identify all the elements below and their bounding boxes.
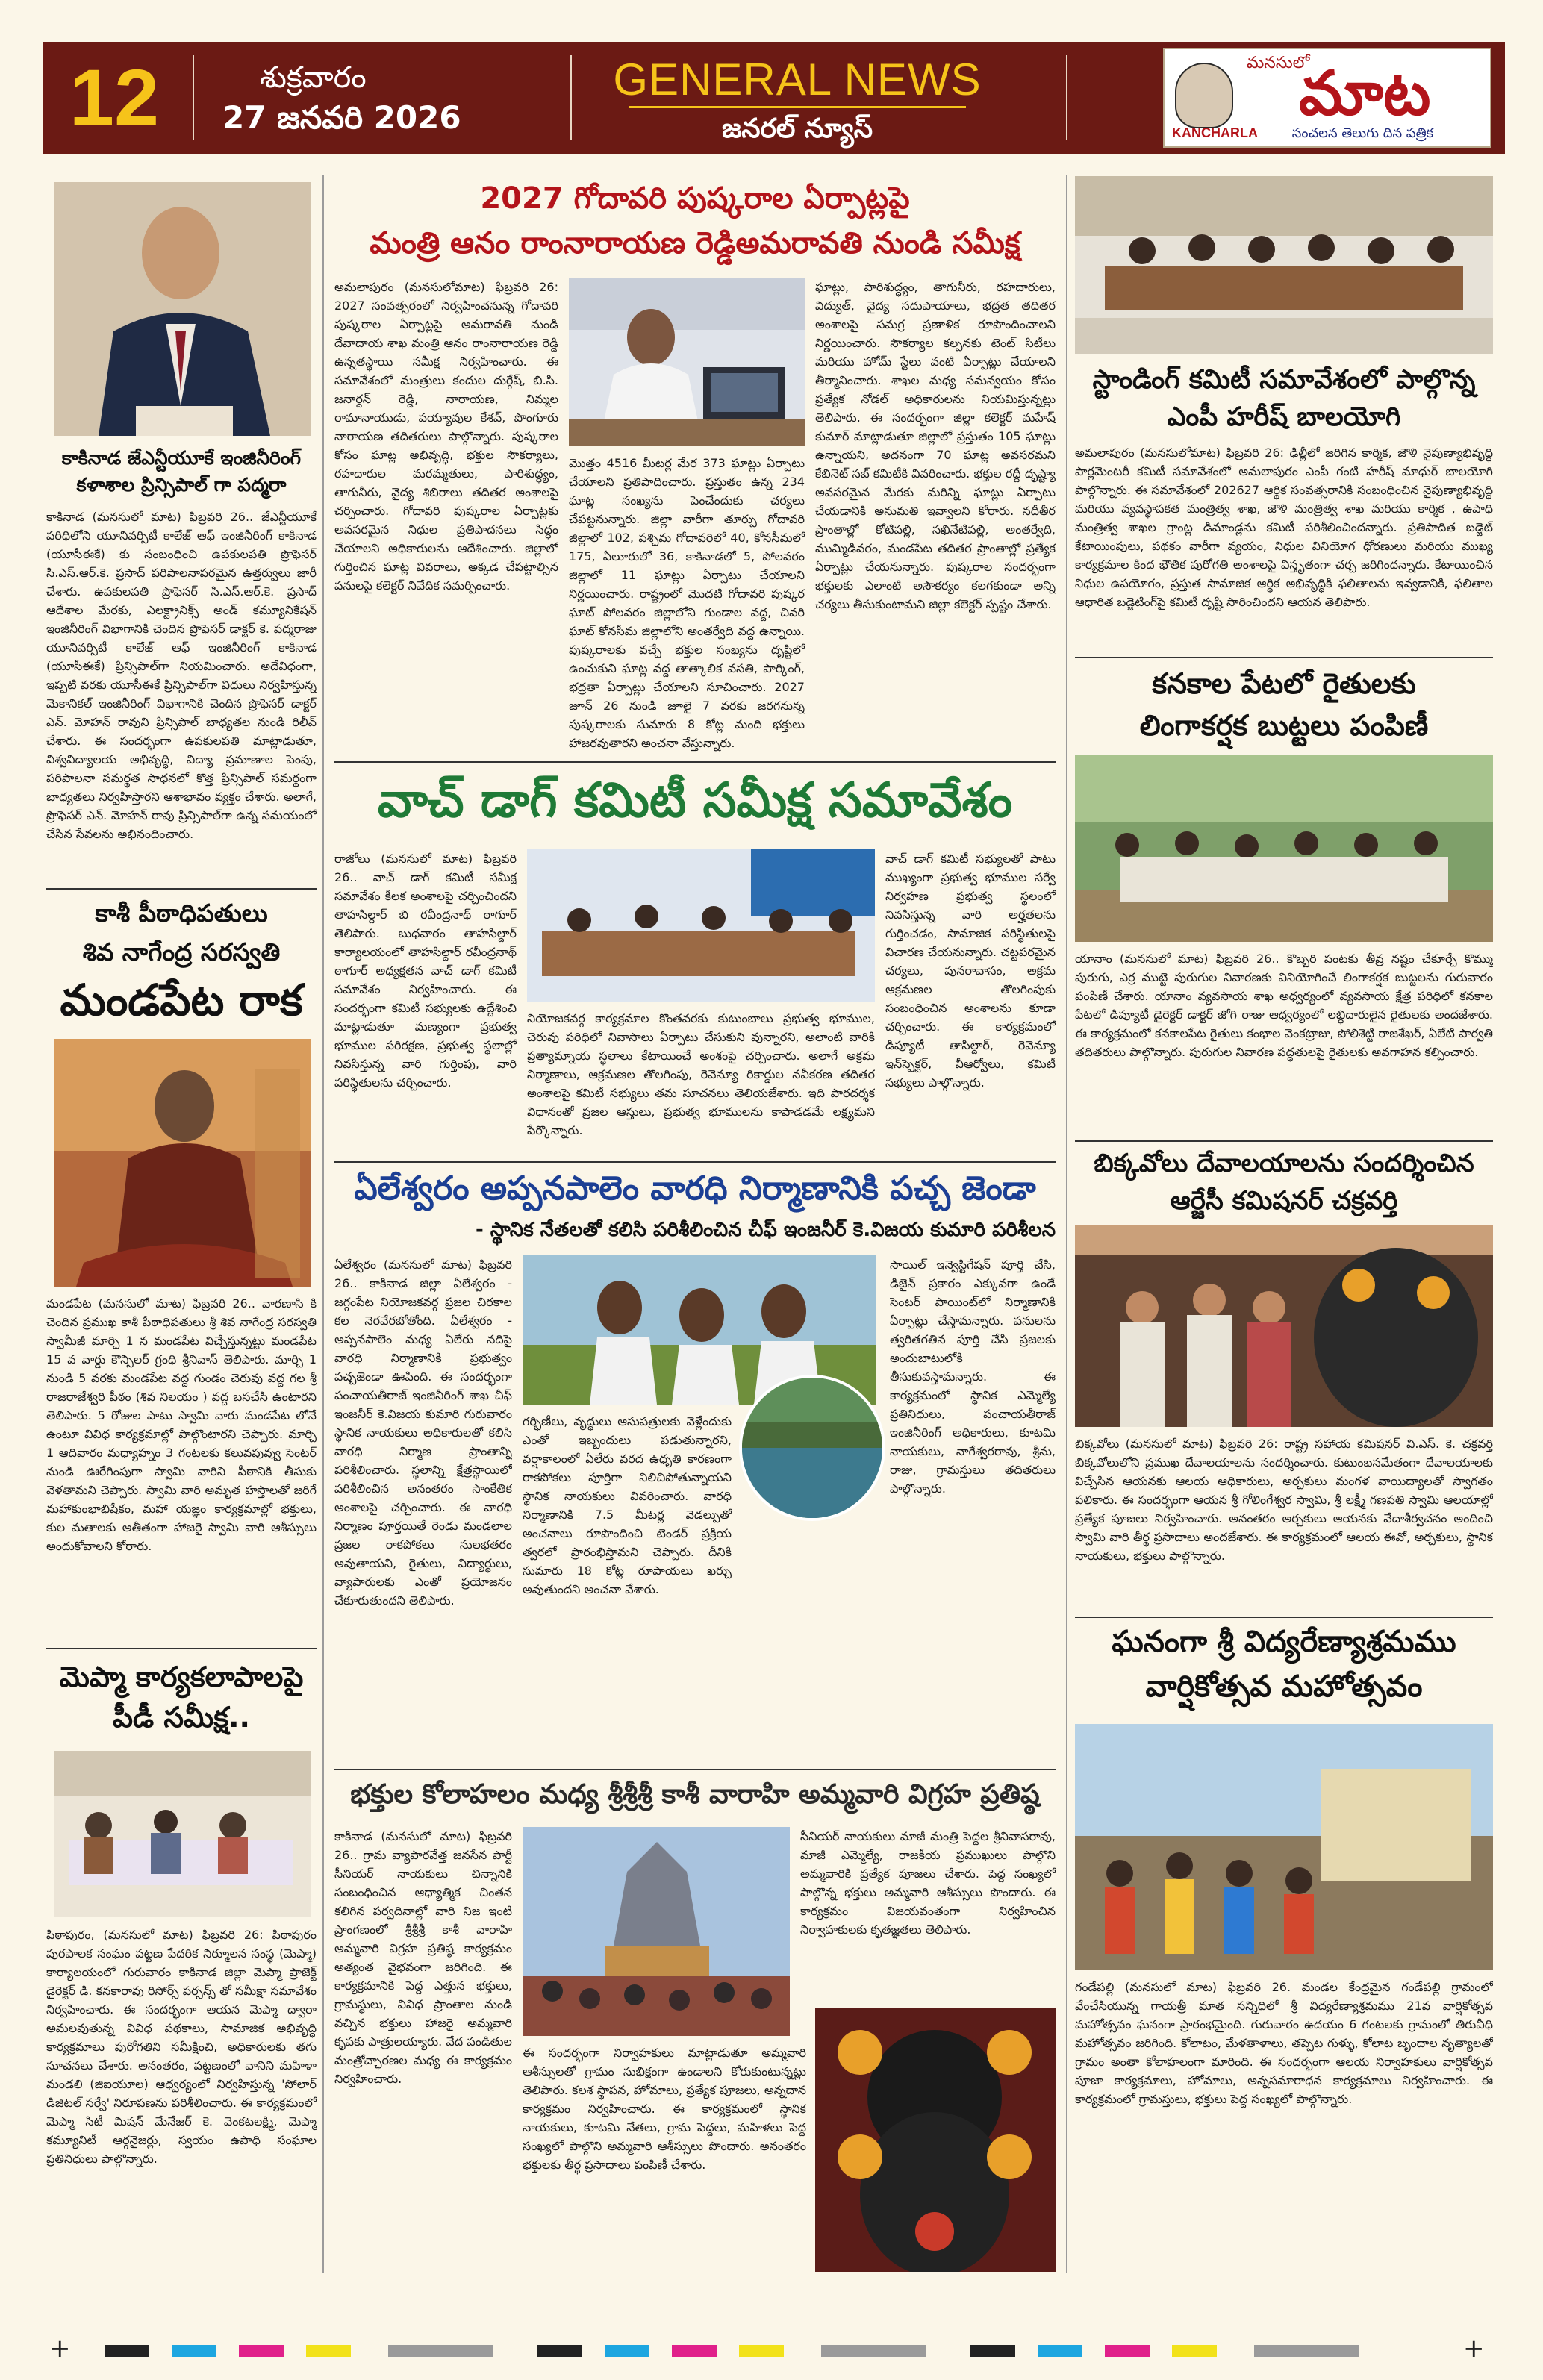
varahi-idol-illustration — [815, 2008, 1056, 2272]
temple-crowd-illustration — [523, 1827, 790, 2036]
logo-footer — [1172, 125, 1433, 144]
story-body: పిఠాపురం, (మనసులో మాట) ఫిబ్రవరి 26: పిఠాపురం పురపాలక సంఘం పట్టణ పేదరిక నిర్మూలన సంస్థ (మెప్మా) కార్యాలయంలో గురువారం కాకినాడ జిల్లా మెప్మా ప్రాజెక్ట్ డైరెక్టర్ డి. కనకారావు రిసోర్స్ పర్సన్స్ తో సమీక్షా సమావేశం నిర్వహించారు. ఈ సందర్భంగా ఆయన మెప్మా ద్వారా అమలవుతున్న వివిధ పథకాలు, సామాజిక అభివృద్ధి కార్యక్రమాలు పురోగతిని సమీక్షించి, అధికారులకు తగు సూచనలు చేశారు. అనంతరం, పట్టణంలో వానిని మహిళా మండలి (జిఐయూల) ఆధ్వర్యంలో నిర్వహిస్తున్న 'సోలార్ డిజిటల్ సర్వే' నిరూపణను పరిశీలించారు. ఈ కార్యక్రమంలో మెప్మా సిటీ మిషన్ మేనేజర్ కె. వెంకటలక్ష్మి, మెప్మా కమ్యూనిటీ ఆర్గనైజర్లు, స్వయం ఉపాధి సంఘాల ప్రతినిధులు పాల్గొన్నారు. — [46, 1928, 317, 2166]
headline-line-2: ఆర్జేసీ కమిషనర్ చక్రవర్తి — [1170, 1186, 1398, 1216]
mepma-meeting-illustration — [54, 1751, 311, 1917]
story-headline — [334, 176, 1056, 266]
color-swatch — [1254, 2345, 1359, 2357]
story-body: యానాం (మనసులో మాట) ఫిబ్రవరి 26.. కొబ్బరి పంటకు తీవ్ర నష్టం చేకూర్చే కొమ్ము పురుగు, ఎర్ర ముట్టె పురుగుల నివారణకు వినియోగించే లింగాకర్షక బుట్టలను గురువారం పంపిణీ చేశారు. యానాం వ్యవసాయ శాఖ అధ్వర్యంలో వ్యవసాయ క్షేత్ర పరిధిలో కనకాల పేటలో డిప్యూటీ డైరెక్టర్ డాక్టర్ జోగి రాజు ఆధ్వర్యంలో లబ్ధిదారులైన రైతులకు అందజేశారు. ఈ కార్యక్రమంలో కనకాలపేట రైతులు కంభాల వెంకట్రాజు, పోలిశెట్టి రాజశేఖర్, ఏలేటి పార్వతి తదితరులు పాల్గొన్నారు. పురుగుల నివారణ పద్ధతులపై రైతులకు అవగాహన కల్పించారు. — [1075, 952, 1493, 1059]
color-swatch — [1172, 2345, 1217, 2357]
story-headline: మండపేట రాక — [60, 975, 303, 1025]
section-title-rule — [629, 106, 966, 108]
river-inset-photo — [739, 1375, 885, 1521]
headline-line-1: మెప్మా కార్యకలాపాలపై — [59, 1661, 304, 1693]
principal-photo — [54, 182, 311, 436]
section-title-te: జనరల్ న్యూస్ — [721, 113, 873, 144]
temple-visit-illustration — [1075, 1225, 1493, 1427]
headline-line-1: బిక్కవోలు దేవాలయాలను సందర్శించిన — [1094, 1149, 1474, 1178]
story-divider — [46, 888, 317, 890]
procession-illustration — [1075, 1724, 1493, 1970]
story-headline — [1075, 663, 1493, 746]
story-body: గండేపల్లి (మనసులో మాట) ఫిబ్రవరి 26. మండల కేంద్రమైన గండేపల్లి గ్రామంలో వేంచేసియున్న గాయత్రీ మాత సన్నిధిలో శ్రీ విద్యరేణ్యాశ్రమము 21వ వార్షికోత్సవ మహోత్సవం ఘనంగా ప్రారంభమైంది. గురువారం ఉదయం 6 గంటలకు గ్రామంలో తిరువీధి మహోత్సవం జరిగింది. కోలాటం, మేళతాళాలు, తప్పెట గుళ్ళు, కోలాట బృందాల నృత్యాలతో గ్రామం అంతా కోలాహలంగా మారింది. ఈ సందర్భంగా ఆలయ నిర్వాహకులు వార్షికోత్సవ పూజా కార్యక్రమాలు, హోమాలు, అన్నసమారాధన కార్యక్రమాలు నిర్వహించారు. ఈ కార్యక్రమంలో గ్రామస్తులు, భక్తులు పెద్ద సంఖ్యలో పాల్గొన్నారు. — [1075, 1980, 1493, 2106]
minister-review-photo — [569, 278, 805, 446]
procession-photo — [1075, 1724, 1493, 1970]
story-headline: ఏలేశ్వరం అప్పనపాలెం వారధి నిర్మాణానికి పచ్చ జెండా — [354, 1169, 1036, 1208]
story-divider — [46, 1648, 317, 1649]
varahi-idol-photo — [815, 2008, 1056, 2272]
story-divider — [334, 761, 1056, 763]
masthead-date: 27 జనవరి 2026 — [222, 99, 461, 136]
story-headline — [1075, 1145, 1493, 1219]
headline-line-2: లింగాకర్షక బుట్టలు పంపిణీ — [1139, 709, 1429, 742]
color-swatch — [821, 2345, 926, 2357]
headline-line-1: కాకినాడ జేఎన్టీయూకే ఇంజినీరింగ్ — [61, 447, 302, 469]
logo-main-text: మాట — [1299, 57, 1431, 129]
minister-review-illustration — [569, 278, 805, 446]
story-body-column: కాకినాడ (మనసులో మాట) ఫిబ్రవరి 26.. గ్రామ వ్యాపారవేత్త జనసేన పార్టీ సీనియర్ నాయకులు చిన్నానికి సంబంధించిన ఆధ్యాత్మిక చింతన కలిగిన పర్వదినాల్లో వారి నిజ ఇంటి ప్రాంగణంలో శ్రీశ్రీశ్రీ కాశీ వారాహి అమ్మవారి విగ్రహ ప్రతిష్ఠ కార్యక్రమం అత్యంత వైభవంగా జరిగింది. ఈ కార్యక్రమానికి పెద్ద ఎత్తున భక్తులు, గ్రామస్థులు, వివిధ ప్రాంతాల నుండి వచ్చిన భక్తులు హాజరై అమ్మవారి కృపకు పాత్రులయ్యారు. వేద పండితుల మంత్రోచ్ఛారణల మధ్య ఈ కార్యక్రమం నిర్వహించారు. — [334, 1829, 512, 2086]
headline-line-2: మంత్రి ఆనం రాంనారాయణ రెడ్డిఅమరావతి నుండి సమీక్ష — [370, 226, 1020, 260]
temple-crowd-photo — [523, 1827, 790, 2036]
headline-line-2: కళాశాల ప్రిన్సిపాల్ గా పద్మరా — [76, 474, 287, 496]
masthead — [43, 42, 1505, 154]
story-body: కాకినాడ (మనసులో మాట) ఫిబ్రవరి 26.. జేఎన్టీయూకే పరిధిలోని యూనివర్సిటీ కాలేజ్ ఆఫ్ ఇంజినీరింగ్ కాకినాడ (యూసీఈకే) కు సంబంధించి ఉపకులపతి ప్రొఫెసర్ సి.ఎస్.ఆర్.కె. ప్రసాద్ పరిపాలనాపరమైన ఉత్తర్వులు జారీ చేశారు. ఉపకులపతి ప్రొఫెసర్ సి.ఎస్.ఆర్.కె. ప్రసాద్ ఆదేశాల మేరకు, ఎలక్ట్రానిక్స్ అండ్ కమ్యూనికేషన్ ఇంజినీరింగ్ విభాగానికి చెందిన ప్రొఫెసర్ డాక్టర్ కె. పద్మరాజు యూనివర్సిటీ కాలేజ్ ఆఫ్ ఇంజినీరింగ్ కాకినాడ (యూసీఈకే) ప్రిన్సిపాల్‌గా నియమించారు. అదేవిధంగా, ఇప్పటి వరకు యూసీఈకే ప్రిన్సిపాల్‌గా విధులు నిర్వహిస్తున్న మెకానికల్ ఇంజినీరింగ్ విభాగానికి చెందిన ప్రొఫెసర్ డాక్టర్ ఎన్. మోహన్ రావుని ప్రిన్సిపాల్ బాధ్యతల నుండి రిలీవ్ చేశారు. ఈ సందర్భంగా ఉపకులపతి మాట్లాడుతూ, విశ్వవిద్యాలయ అభివృద్ధి, విద్యా ప్రమాణాల పెంపు, పరిపాలనా సమర్థత సాధనలో కొత్త ప్రిన్సిపాల్ సమర్థంగా బాధ్యతలు నిర్వహిస్తారని ఆశాభావం వ్యక్తం చేశారు. అలాగే, ప్రొఫెసర్ ఎన్. మోహన్ రావు ప్రిన్సిపాల్‌గా ఉన్న సమయంలో చేసిన సేవలను అభినందించారు. — [46, 510, 317, 841]
story-body-column: ఘాట్లు, పారిశుద్ధ్యం, తాగునీరు, రహదారులు, విద్యుత్, వైద్య సదుపాయాలు, భద్రత తదితర అంశాలపై సమగ్ర ప్రణాళిక రూపొందించాలని నిర్ణయించారు. సౌకర్యాల కల్పనకు టెంట్ సిటీలు మరియు హోమ్ స్టేలు వంటి ఏర్పాట్లు చేయాలని తీర్మానించారు. శాఖల మధ్య సమన్వయం కోసం ప్రత్యేక నోడల్ అధికారులను నియమిస్తున్నట్లు తెలిపారు. ఈ సందర్భంగా జిల్లా కలెక్టర్ మహేష్ కుమార్ మాట్లాడుతూ జిల్లాలో ప్రస్తుతం 105 ఘాట్లు ఉన్నాయని, అదనంగా 70 ఘాట్ల అవసరమని కేబినెట్ సబ్ కమిటీకి వివరించారు. భక్తుల రద్దీ దృష్ట్యా అవసరమైన మేరకు మరిన్ని ఘాట్లు ఏర్పాటు చేయడానికి అనుమతి ఇవ్వాలని కోరారు. నదీతీర ప్రాంతాల్లో కోటిపల్లి, సఖినేటిపల్లి, అంతర్వేది, ముమ్మిడివరం, మండపేట తదితర ప్రాంతాల్లో ప్రత్యేక ఏర్పాట్లు చేయనున్నారు. పుష్కరాల సందర్భంగా భక్తులకు ఎలాంటి అసౌకర్యం కలగకుండా అన్ని చర్యలు తీసుకుంటామని జిల్లా కలెక్టర్ స్పష్టం చేశారు. — [815, 280, 1056, 611]
story-body-column: నియోజకవర్గ కార్యక్రమాల కొంతవరకు కుటుంబాలు ప్రభుత్వ భూముల, చెరువు పరిధిలో నివాసాలు ఏర్పాటు చేసుకుని వున్నారని, అలాంటి వారికి ప్రత్యామ్నాయ స్థలాలు కేటాయించే అంశంపై చర్చించారు. అలాగే అక్రమ నిర్మాణాలు, ఆక్రమణల తొలగింపు, రెవెన్యూ రికార్డుల నవీకరణ తదితర అంశాలపై కమిటీ సభ్యులు తమ సూచనలు తెలియజేశారు. ఇది పారదర్శక విధానంతో ప్రజల ఆస్తులు, ప్రభుత్వ భూములను కాపాడడమే లక్ష్యమని పేర్కొన్నారు. — [527, 1011, 875, 1137]
headline-line-1: ఘనంగా శ్రీ విద్యరేణ్యాశ్రమము — [1112, 1625, 1456, 1659]
logo-tagline: సంచలన తెలుగు దిన పత్రిక — [1291, 125, 1434, 141]
masthead-date-block — [222, 58, 551, 139]
color-swatch — [970, 2345, 1015, 2357]
temple-visit-photo — [1075, 1225, 1493, 1427]
standing-committee-illustration — [1075, 176, 1493, 354]
color-swatch — [105, 2345, 149, 2357]
principal-photo-illustration — [54, 182, 311, 436]
swamiji-photo-illustration — [54, 1039, 311, 1287]
story-headline: భక్తుల కోలాహలం మధ్య శ్రీశ్రీశ్రీ కాశీ వారాహి అమ్మవారి విగ్రహ ప్రతిష్ఠ — [350, 1779, 1040, 1810]
headline-line-1: కనకాల పేటలో రైతులకు — [1152, 667, 1416, 700]
color-swatch — [1105, 2345, 1150, 2357]
column-rule — [322, 175, 324, 2273]
watchdog-meeting-photo — [527, 849, 875, 1002]
story-body: మండపేట (మనసులో మాట) ఫిబ్రవరి 26.. వారణాసి కి చెందిన ప్రముఖ కాశీ పీఠాధిపతులు శ్రీ శివ నాగేంద్ర సరస్వతి స్వామీజీ మార్చి 1 న మండపేట విచ్చేస్తున్నట్టు మండపేట 15 వ వార్డు కౌన్సిలర్ గ్రంధి శ్రీనివాస్ తెలిపారు. మార్చి 1 నుండి 5 వరకు మండపేట వద్ద గుండం చెరువు వద్ద గల శ్రీ రాజరాజేశ్వరి పీఠం (శివ నిలయం ) వద్ద బసచేసి ఉంటారని తెలిపారు. 5 రోజుల పాటు స్వామి వారు మండపేట లోనే ఉంటూ వివిధ కార్యక్రమాల్లో పాల్గొంటారని చెప్పారు. మార్చి 1 ఆదివారం మధ్యాహ్నం 3 గంటలకు కలువపువ్వు సెంటర్ నుండి ఊరేగింపుగా స్వామి వారిని పీఠానికి తీసుకు వెళతామని చెప్పారు. స్వామి వారి అమృత హస్తాలతో జరిగే మహాకుంభాభిషేకం, మహా యజ్ఞం కార్యక్రమాల్లో భక్తులు, కుల మతాలకు అతీతంగా హాజరై స్వామి వారి ఆశీస్సులు అందుకోవాలని కోరారు. — [46, 1296, 317, 1553]
story-body-column: వాచ్ డాగ్ కమిటీ సభ్యులతో పాటు ముఖ్యంగా ప్రభుత్వ భూముల సర్వే నిర్వహణ ప్రభుత్వ స్థలంలో నివసిస్తున్న వారి అర్హతలను గుర్తించడం, సామాజిక పరిస్థితులపై విచారణ చేయనున్నారు. చట్టపరమైన చర్యలు, పునరావాసం, అక్రమ ఆక్రమణల తొలగింపుకు సంబంధించిన అంశాలను కూడా చర్చించారు. ఈ కార్యక్రమంలో డిప్యూటీ తాసిల్దార్, రెవెన్యూ ఇన్‌స్పెక్టర్, వీఆర్వోలు, కమిటీ సభ్యులు పాల్గొన్నారు. — [885, 852, 1056, 1090]
story-divider — [334, 1769, 1056, 1770]
story-divider — [334, 1161, 1056, 1163]
farmers-distribution-photo — [1075, 755, 1493, 942]
page-number: 12 — [69, 52, 160, 143]
story-divider — [1075, 1617, 1493, 1618]
story-headline — [1075, 1620, 1493, 1709]
story-body-column: ఏలేశ్వరం (మనసులో మాట) ఫిబ్రవరి 26.. కాకినాడ జిల్లా ఏలేశ్వరం - జగ్గంపేట నియోజకవర్గ ప్రజల చిరకాల కల నెరవేరబోతోంది. ఏలేశ్వరం - అప్పనపాలెం మధ్య ఏలేరు నదిపై వారధి నిర్మాణానికి ప్రభుత్వం పచ్చజెండా ఊపింది. ఈ సందర్భంగా పంచాయతీరాజ్ ఇంజినీరింగ్ శాఖ చీఫ్ ఇంజనీర్ కె.విజయ కుమారి గురువారం స్థానిక నాయకులు అధికారులతో కలిసి వారధి నిర్మాణ ప్రాంతాన్ని పరిశీలించారు. స్థలాన్ని క్షేత్రస్థాయిలో పరిశీలించిన అనంతరం సాంకేతిక అంశాలపై చర్చించారు. ఈ వారధి నిర్మాణం పూర్తయితే రెండు మండలాల ప్రజల రాకపోకలు సులభతరం అవుతాయని, రైతులు, విద్యార్థులు, వ్యాపారులకు ఎంతో ప్రయోజనం చేకూరుతుందని తెలిపారు. — [334, 1258, 512, 1608]
color-swatch — [239, 2345, 284, 2357]
headline-line-1: స్టాండింగ్ కమిటీ సమావేశంలో పాల్గొన్న — [1092, 365, 1476, 395]
story-body-column: సాయిల్ ఇన్వెస్టిగేషన్ పూర్తి చేసి, డిజైన్ ప్రకారం ఎక్కువగా ఉండే సెంటర్ పాయింట్‌లో నిర్మాణానికి ఏర్పాట్లు చేస్తామన్నారు. పనులను త్వరితగతిన పూర్తి చేసి ప్రజలకు అందుబాటులోకి తీసుకువస్తామన్నారు. ఈ కార్యక్రమంలో స్థానిక ఎమ్మెల్యే ప్రతినిధులు, పంచాయతీరాజ్ ఇంజినీరింగ్ అధికారులు, కూటమి నాయకులు, నాగేశ్వరరావు, శ్రీను, రాజు, గ్రామస్తులు తదితరులు పాల్గొన్నారు. — [890, 1258, 1056, 1496]
column-rule — [1066, 175, 1067, 2273]
color-swatch — [1038, 2345, 1082, 2357]
headline-line-2: వార్షికోత్సవ మహోత్సవం — [1145, 1670, 1423, 1704]
story-body-column: రాజోలు (మనసులో మాట) ఫిబ్రవరి 26.. వాచ్ డాగ్ కమిటీ సమీక్ష సమావేశం కీలక అంశాలపై చర్చించిందని తాహసిల్దార్ బి రవీంద్రనాథ్ ఠాగూర్ తెలిపారు. బుధవారం తాహసిల్దార్ కార్యాలయంలో తాహసిల్దార్ రవీంద్రనాథ్ ఠాగూర్ అధ్యక్షతన వాచ్ డాగ్ కమిటీ సమావేశం నిర్వహించారు. ఈ సందర్భంగా కమిటీ సభ్యులకు ఉద్దేశించి మాట్లాడుతూ మణ్యంగా ప్రభుత్వ భూముల పరిరక్షణ, ప్రభుత్వ స్థలాల్లో నివసిస్తున్న వారి గుర్తింపు, వారి పరిస్థితులను చర్చించారు. — [334, 852, 517, 1090]
story-subhead: - స్థానిక నేతలతో కలిసి పరిశీలించిన చీఫ్ ఇంజనీర్ కె.విజయ కుమారి పరిశీలన — [476, 1219, 1056, 1241]
masthead-day: శుక్రవారం — [260, 60, 367, 95]
story-body-column: మొత్తం 4516 మీటర్ల మేర 373 ఘాట్లు ఏర్పాటు చేయాలని ప్రతిపాదించారు. ప్రస్తుతం ఉన్న 234 ఘాట్ల సంఖ్యను పెంచేందుకు చర్యలు చేపట్టనున్నారు. జిల్లా వారీగా తూర్పు గోదావరి జిల్లాలో 102, పశ్చిమ గోదావరిలో 40, కోనసీమలో 175, ఏలూరులో 36, కాకినాడలో 5, పోలవరం జిల్లాలో 11 ఘాట్లు ఏర్పాటు చేయాలని నిర్ణయించారు. రాష్ట్రంలో మొదటి గోదావరి పుష్కర ఘాట్ పోలవరం జిల్లాలోని గుండాల వద్ద, చివరి ఘాట్ కోనసీమ జిల్లాలోని అంతర్వేది వద్ద ఉన్నాయి. పుష్కరాలకు వచ్చే భక్తుల సంఖ్యను దృష్టిలో ఉంచుకుని ఘాట్ల వద్ద తాత్కాలిక వసతి, పార్కింగ్, భద్రతా ఏర్పాట్లు చేయాలని సూచించారు. 2027 జూన్ 26 నుండి జూలై 7 వరకు జరగనున్న పుష్కరాలకు సుమారు 8 కోట్ల మంది భక్తులు హాజరవుతారని అంచనా వేస్తున్నారు. — [569, 456, 805, 750]
color-swatch — [605, 2345, 649, 2357]
story-headline: వాచ్ డాగ్ కమిటీ సమీక్ష సమావేశం — [377, 773, 1013, 828]
story-divider — [1075, 1140, 1493, 1142]
story-body: అమలాపురం (మనసులోమాట) ఫిబ్రవరి 26: ఢిల్లీలో జరిగిన కార్మిక, జౌళి నైపుణ్యాభివృద్ధి పార్లమెంటరీ కమిటీ సమావేశంలో అమలాపురం ఎంపీ గంటి హరీష్ మాధుర్ బాలయోగి పాల్గొన్నారు. ఈ సమావేశంలో 202627 ఆర్థిక సంవత్సరానికి సంబంధించిన నైపుణ్యాభివృద్ధి మరియు వ్యవస్థాపకత మంత్రిత్వ శాఖ, జౌళి మంత్రిత్వ శాఖ మరియు కార్మిక , ఉపాధి మంత్రిత్వ శాఖల గ్రాంట్ల డిమాండ్లను కమిటీ పరిశీలించిందన్నారు. ప్రతిపాదిత బడ్జెట్ కేటాయింపులు, పథకం వారీగా వ్యయం, నిధుల వినియోగ ధోరణులు మరియు ముఖ్య కార్యక్రమాల కింద భౌతిక పురోగతి అంశాలపై విస్తృతంగా చర్చ జరిగిందన్నారు. కేటాయించిన నిధుల ఉపయోగం, ప్రస్తుత సామాజిక ఆర్థిక అభివృద్ధికి ఫలితాలను ఇవ్వడానికి, ఫలితాల ఆధారిత బడ్జెటింగ్‌పై కమిటీ దృష్టి సారించిందని ఆయన తెలిపారు. — [1075, 446, 1493, 609]
story-body-column: ఈ సందర్భంగా నిర్వాహకులు మాట్లాడుతూ అమ్మవారి ఆశీస్సులతో గ్రామం సుభిక్షంగా ఉండాలని కోరుకుంటున్నట్లు తెలిపారు. కలశ స్థాపన, హోమాలు, ప్రత్యేక పూజలు, అన్నదాన కార్యక్రమం నిర్వహించారు. ఈ కార్యక్రమంలో స్థానిక నాయకులు, కూటమి నేతలు, గ్రామ పెద్దలు, మహిళలు పెద్ద సంఖ్యలో పాల్గొని అమ్మవారి ఆశీస్సులు పొందారు. అనంతరం భక్తులకు తీర్థ ప్రసాదాలు పంపిణీ చేశారు. — [523, 2046, 806, 2172]
river-inset-illustration — [742, 1378, 885, 1521]
registration-cross-icon: + — [1463, 2334, 1485, 2364]
watchdog-meeting-illustration — [527, 849, 875, 1002]
color-swatch — [537, 2345, 582, 2357]
color-swatch — [306, 2345, 351, 2357]
color-registration-strip — [0, 2342, 1543, 2361]
headline-line-1: 2027 గోదావరి పుష్కరాల ఏర్పాట్లపై — [480, 181, 910, 216]
color-swatch — [672, 2345, 717, 2357]
logo-small-text: మనసులో — [1247, 54, 1310, 72]
color-swatch — [739, 2345, 784, 2357]
kicker-line-1: కాశీ పీఠాధిపతులు — [95, 899, 268, 928]
standing-committee-photo — [1075, 176, 1493, 354]
story-kicker — [45, 894, 318, 972]
story-headline — [45, 1657, 318, 1737]
masthead-divider — [1066, 55, 1067, 140]
swamiji-photo — [54, 1039, 311, 1287]
story-body: బిక్కవోలు (మనసులో మాట) ఫిబ్రవరి 26: రాష్ట్ర సహాయ కమిషనర్ వి.ఎస్. కె. చక్రవర్తి బిక్కవోలులోని ప్రముఖ దేవాలయాలను సందర్శించారు. కుటుంబసమేతంగా దేవాలయాలకు విచ్చేసిన ఆయనకు ఆలయ ఆధికారులు, అర్చకులు మంగళ వాయిద్యాలతో స్వాగతం పలికారు. ఈ సందర్భంగా ఆయన శ్రీ గోలింగేశ్వర స్వామి, శ్రీ లక్ష్మీ గణపతి స్వామి ఆలయాల్లో ప్రత్యేక పూజలు నిర్వహించారు. అనంతరం అర్చకులు ఆయనకు వేదాశీర్వచనం అందించి స్వామి వారి తీర్థ ప్రసాదాలు అందజేశారు. ఈ కార్యక్రమంలో ఆలయ ఈవో, అర్చకులు, స్థానిక నాయకులు, భక్తులు పాల్గొన్నారు. — [1075, 1437, 1493, 1563]
section-title-en: GENERAL NEWS — [613, 54, 982, 104]
logo-brand: KANCHARLA — [1172, 125, 1258, 140]
kicker-line-2: శివ నాగేంద్ర సరస్వతి — [82, 937, 281, 966]
color-swatch — [172, 2345, 216, 2357]
story-body-column: సీనియర్ నాయకులు మాజీ మంత్రి పెద్దల శ్రీనివాసరావు, మాజీ ఎమ్మెల్యే, రాజకీయ ప్రముఖులు పాల్గొని అమ్మవారికి ప్రత్యేక పూజలు చేశారు. పెద్ద సంఖ్యలో పాల్గొన్న భక్తులు అమ్మవారి ఆశీస్సులు పొందారు. ఈ కార్యక్రమం విజయవంతంగా నిర్వహించిన నిర్వాహకులకు కృతజ్ఞతలు తెలిపారు. — [800, 1829, 1056, 1937]
headline-line-2: పీడీ సమీక్ష.. — [113, 1701, 250, 1734]
story-body-column: గర్భిణీలు, వృద్ధులు ఆసుపత్రులకు వెళ్లేందుకు ఎంతో ఇబ్బందులు పడుతున్నారని, వర్షాకాలంలో ఏలేరు వరద ఉధృతి కారణంగా రాకపోకలు పూర్తిగా నిలిచిపోతున్నాయని స్థానిక నాయకులు వివరించారు. వారధి నిర్మాణానికి 7.5 మీటర్ల వెడల్పుతో అంచనాలు రూపొందించి టెండర్ ప్రక్రియ త్వరలో ప్రారంభిస్తామని చెప్పారు. దీనికి సుమారు 18 కోట్ల రూపాయలు ఖర్చు అవుతుందని అంచనా వేశారు. — [523, 1414, 732, 1596]
story-headline — [1075, 361, 1493, 436]
registration-cross-icon: + — [49, 2334, 71, 2364]
mepma-meeting-photo — [54, 1751, 311, 1917]
headline-line-2: ఎంపీ హరీష్ బాలయోగి — [1167, 402, 1401, 432]
masthead-divider — [570, 55, 572, 140]
newspaper-logo — [1163, 48, 1491, 148]
farmers-distribution-illustration — [1075, 755, 1493, 942]
logo-portrait-icon — [1175, 63, 1233, 128]
story-headline — [45, 445, 318, 499]
story-body-column: అమలాపురం (మనసులోమాట) ఫిబ్రవరి 26: 2027 సంవత్సరంలో నిర్వహించనున్న గోదావరి పుష్కరాల ఏర్పాట్లపై అమరావతి నుండి దేవాదాయ శాఖ మంత్రి ఆనం రాంనారాయణ రెడ్డి ఉన్నతస్థాయి సమీక్ష నిర్వహించారు. ఈ సమావేశంలో మంత్రులు కందుల దుర్గేష్, బి.సి. జనార్దన్ రెడ్డి, నారాయణ, నిమ్మల రామానాయుడు, పయ్యావుల కేశవ్, పొంగూరు నారాయణ తదితరులు పాల్గొన్నారు. పుష్కరాల కోసం ఘాట్ల అభివృద్ధి, భక్తుల సౌకర్యాలు, రహదారుల మరమ్మతులు, పారిశుద్ధ్యం, తాగునీరు, వైద్య శిబిరాలు తదితర అంశాలపై చర్చించారు. గోదావరి పుష్కరాల ఏర్పాట్లకు అవసరమైన నిధుల ప్రతిపాదనలు సిద్ధం చేయాలని అధికారులను ఆదేశించారు. జిల్లాలో గుర్తించిన ఘాట్ల వివరాలు, అక్కడ చేపట్టాల్సిన పనులపై కలెక్టర్ నివేదిక సమర్పించారు. — [334, 280, 558, 593]
story-divider — [1075, 657, 1493, 658]
section-title — [611, 55, 984, 146]
color-swatch — [388, 2345, 493, 2357]
masthead-divider — [193, 55, 194, 140]
